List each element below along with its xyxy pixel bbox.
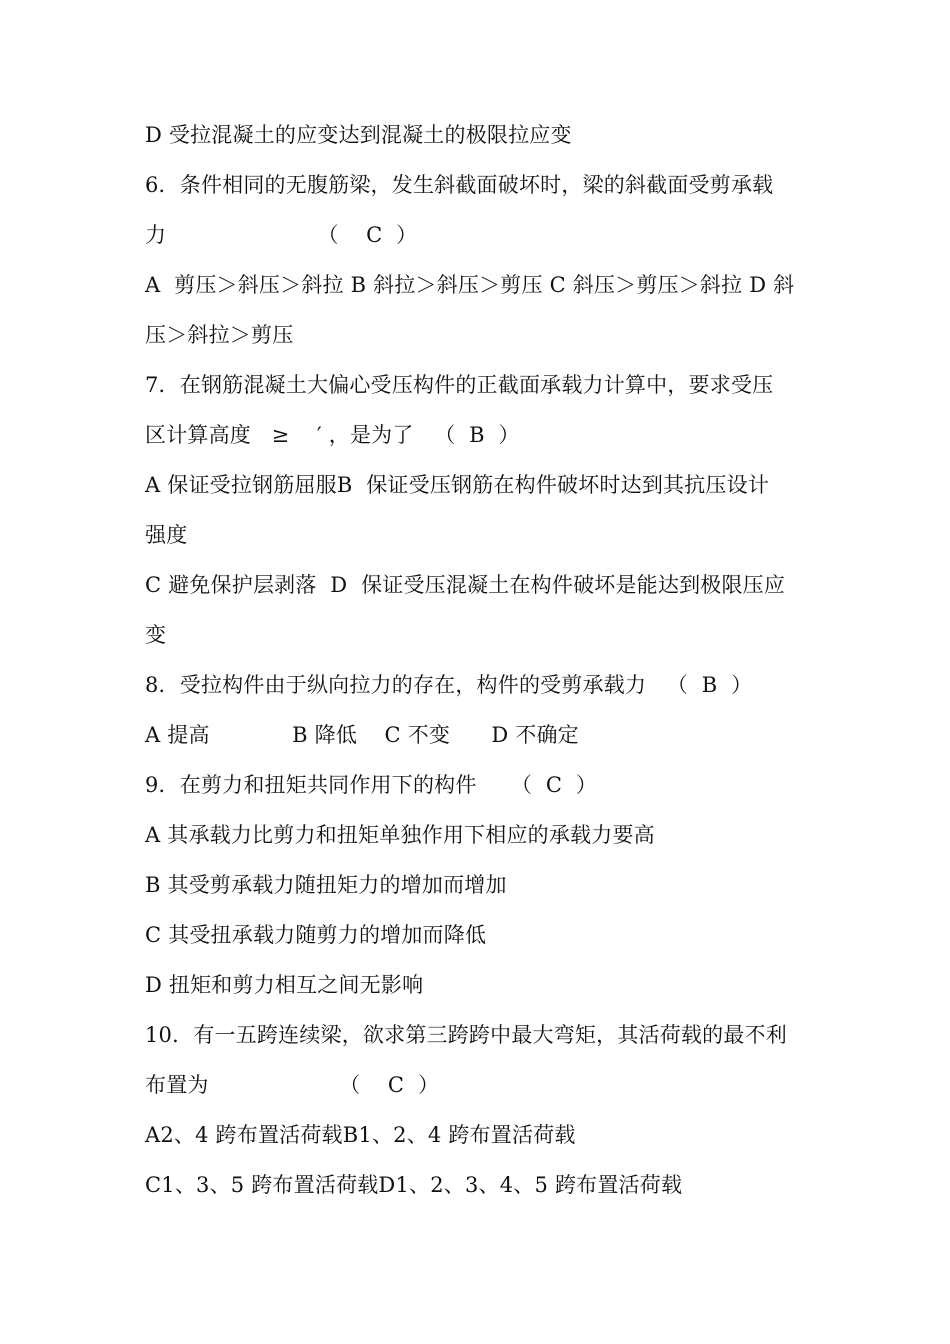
question-6-options: A 剪压＞斜压＞斜拉 B 斜拉＞斜压＞剪压 C 斜压＞剪压＞斜拉 D 斜 <box>145 273 795 297</box>
question-7-answer: 区计算高度 ≥ ′ ，是为了 （ B ） <box>145 423 520 447</box>
question-9-option-a: A 其承载力比剪力和扭矩单独作用下相应的承载力要高 <box>145 823 655 847</box>
question-8-text: 8．受拉构件由于纵向拉力的存在，构件的受剪承载力 （ B ） <box>145 673 753 697</box>
question-10-options-ab: A2、4 跨布置活荷载B1、2、4 跨布置活荷载 <box>145 1123 576 1147</box>
question-9-text: 9．在剪力和扭矩共同作用下的构件 （ C ） <box>145 773 598 797</box>
question-7-options-ab: A 保证受拉钢筋屈服B 保证受压钢筋在构件破坏时达到其抗压设计 <box>145 473 770 497</box>
question-7-options-cd: C 避免保护层剥落 D 保证受压混凝土在构件破坏是能达到极限压应 <box>145 573 786 597</box>
question-10-text: 10．有一五跨连续梁，欲求第三跨跨中最大弯矩，其活荷载的最不利 <box>145 1023 787 1047</box>
question-6-text: 6．条件相同的无腹筋梁，发生斜截面破坏时，梁的斜截面受剪承载 <box>145 173 774 197</box>
question-9-option-c: C 其受扭承载力随剪力的增加而降低 <box>145 923 487 947</box>
question-7-options-cd-cont: 变 <box>145 623 167 647</box>
question-6-answer: 力 （ C ） <box>145 223 418 247</box>
document-body <box>145 110 815 1210</box>
question-10-answer: 布置为 （ C ） <box>145 1073 440 1097</box>
question-7-text: 7．在钢筋混凝土大偏心受压构件的正截面承载力计算中，要求受压 <box>145 373 774 397</box>
question-7-options-ab-cont: 强度 <box>145 523 188 547</box>
option-d-q5: D 受拉混凝土的应变达到混凝土的极限拉应变 <box>145 123 572 147</box>
question-9-option-b: B 其受剪承载力随扭矩力的增加而增加 <box>145 873 507 897</box>
question-9-option-d: D 扭矩和剪力相互之间无影响 <box>145 973 424 997</box>
question-8-options: A 提高 B 降低 C 不变 D 不确定 <box>145 723 579 747</box>
question-10-options-cd: C1、3、5 跨布置活荷载D1、2、3、4、5 跨布置活荷载 <box>145 1173 683 1197</box>
question-6-options-cont: 压＞斜拉＞剪压 <box>145 323 294 347</box>
